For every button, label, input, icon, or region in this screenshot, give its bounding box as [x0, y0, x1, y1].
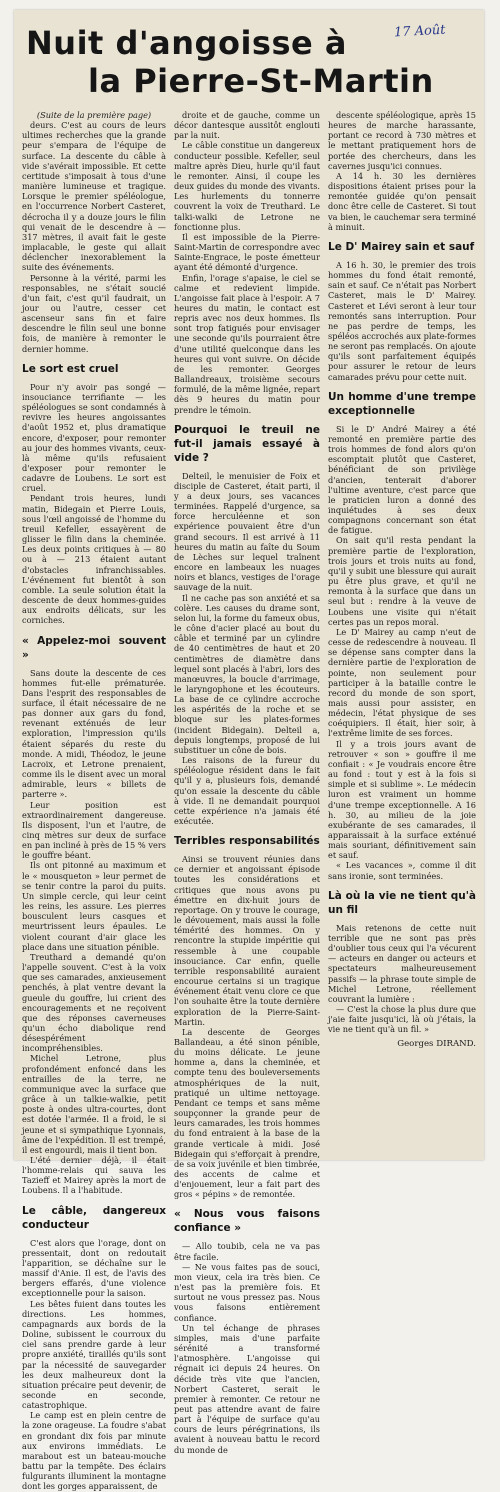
- paragraph: Treuthard a demandé qu'on l'appelle souvent. C'est à la voix que ses camarades, anxieusement penchés, à plat ventre devant la gueule du gouffre, lui crient des encouragements et ne reçoivent que des réponses caverneuses qu'un écho diabolique rend désespérément incompréhensibles.: [22, 951, 166, 1054]
- paragraph: — C'est la chose la plus dure que j'aie faite jusqu'ici, là où j'étais, la vie ne tient qu'à un fil. »: [328, 1004, 476, 1035]
- subheading: Le câble, dangereux conducteur: [22, 1204, 166, 1231]
- paragraph: droite et de gauche, comme un décor dantesque aussitôt englouti par la nuit.: [174, 110, 320, 141]
- subheading: Le D' Mairey sain et sauf: [328, 240, 475, 253]
- paragraph: Le D' Mairey au camp n'eut de cesse de redescendre à nouveau. Il se dépense sans compter dans la dernière partie de l'exploration de pointe, non seulement pour participer à la bataille contre le record du monde de son sport, mais aussi pour assister, en médecin, l'état physique de ses coéquipiers. Il était, hier soir, à l'extrême limite de ses forces.: [328, 626, 476, 739]
- column-1: [22, 110, 166, 1492]
- paragraph: Il y a trois jours avant de retrouver « son » gouffre il me confiait : « Je voudrais encore être au fond : tout y est à la fois si simple et si sublime ». Le médecin luron est vraiment un homme d'une trempe exceptionnelle. A 16 h. 30, au milieu de la joie exubérante de ses camarades, il apparaissait à la surface exténué mais souriant, définitivement sain et sauf.: [328, 738, 476, 861]
- paragraph: Il est impossible de la Pierre-Saint-Martin de correspondre avec Sainte-Engrace, le poste émetteur ayant été démonté d'urgence.: [174, 231, 320, 273]
- newspaper-clipping: [14, 10, 484, 1492]
- paragraph: Enfin, l'orage s'apaise, le ciel se calme et redevient limpide. L'angoisse fait place à l'espoir. A 7 heures du matin, le contact est repris avec nos deux hommes. Ils sont trop fatigués pour envisager une seconde qu'ils pourraient être d'une utilité quelconque dans les heures qui vont suivre. On décide de les remonter. Georges Ballandreaux, troisième secours formulé, de la même lignée, repart dès 9 heures du matin pour prendre le témoin.: [174, 272, 320, 415]
- paragraph: A 16 h. 30, le premier des trois hommes du fond était remonté, sain et sauf. Ce n'était pas Norbert Casteret, mais le D' Mairey. Casteret et Lévi seront à leur tour remontés sans interruption. Pour ne pas perdre de temps, les spéléos accrochés aux plate-formes ne seront pas remplacés. On ajoute qu'ils sont parfaitement équipés pour assurer le retour de leurs camarades prévu pour cette nuit.: [328, 259, 476, 382]
- paragraph: Mais retenons de cette nuit terrible que ne sont pas près d'oublier tous ceux qui l'a vécurent — acteurs en danger ou acteurs et spectateurs malheureusement passifs — la phrase toute simple de Michel Letrone, réellement couvrant la lumière :: [328, 922, 476, 1004]
- headline-line-2: la Pierre-St-Martin: [88, 62, 434, 100]
- continuation-note: (Suite de la première page): [36, 110, 152, 120]
- paragraph: On sait qu'il resta pendant la première partie de l'exploration, trois jours et trois nuits au fond, qu'il y subit une blessure qui aurait pu être plus grave, et qu'il ne remonta à la surface que dans un seul but : rendre à la veuve de Loubens une visite qui n'était certes pas un repos moral.: [328, 535, 476, 627]
- paragraph: Un tel échange de phrases simples, mais d'une parfaite sérénité a transformé l'atmosphère. L'angoisse qui régnait ici depuis 24 heures. On décide très vite que l'ancien, Norbert Casteret, serait le premier à remonter. Ce retour ne peut pas attendre avant de faire part à l'équipe de surface qu'au cours de leurs pérégrinations, ils avaient à nouveau battu le record du monde de: [174, 1322, 320, 1455]
- paragraph: deurs. C'est au cours de leurs ultimes recherches que la grande peur s'empara de l'équipe de surface. La descente du câble à vide s'avérait impossible. Et cette certitude s'imposait à tous d'une manière lumineuse et tragique. Lorsque le premier spéléologue, en l'occurrence Norbert Casteret, décrocha il y a douze jours le filin qui venait de le descendre à — 317 mètres, il avait fait le geste implacable, le geste qui allait déclencher inexorablement la suite des événements.: [22, 120, 166, 273]
- paragraph: Pour n'y avoir pas songé — insouciance terrifiante — les spéléologues se sont condamnés à revivre les heures angoissantes d'août 1952 et, plus dramatique encore, d'exposer, pour remonter au jour des hommes vivants, ceux-là même qu'ils refusaient d'exposer pour remonter le cadavre de Loubens. Le sort est cruel.: [22, 381, 166, 494]
- subheading: « Nous vous faisons confiance »: [174, 1208, 320, 1235]
- subheading: « Appelez-moi souvent »: [22, 634, 166, 661]
- paragraph: Pendant trois heures, lundi matin, Bidegain et Pierre Louis, sous l'œil angoissé de l'homme du treuil Kefeller, essayèrent de glisser le filin dans la cheminée. Les deux points critiques à — 80 ou à — 213 étaient autant d'obstacles infranchissables. L'événement fut bientôt à son comble. La seule solution était la descente de deux hommes-guides aux endroits délicats, sur les corniches.: [22, 493, 166, 626]
- subheading: Pourquoi le treuil ne fut-il jamais essayé à vide ?: [174, 423, 320, 464]
- paragraph: Sans doute la descente de ces hommes fut-elle prématurée. Dans l'esprit des responsables de surface, il était nécessaire de ne pas donner aux gars du fond, revenant exténués de leur exploration, l'impression qu'ils étaient séparés du reste du monde. A midi, Théodoz, le jeune Lacroix, et Letrone prenaient, comme ils le disent avec un moral admirable, leurs « billets de parterre ».: [22, 667, 166, 800]
- handwritten-date: 17 Août: [393, 22, 446, 41]
- paragraph: Leur position est extraordinairement dangereuse. Ils disposent, l'un et l'autre, de cinq mètres sur deux de surface en pan incliné à près de 15 % vers le gouffre béant.: [22, 799, 166, 861]
- column-3: [328, 110, 476, 1049]
- paragraph: Ainsi se trouvent réunies dans ce dernier et angoissant épisode toutes les considérations et critiques que nous avons pu émettre en dix-huit jours de reportage. On y trouve le courage, le dévouement, mais aussi la folle témérité des hommes. On y rencontre la stupide impéritie qui ressemble à une coupable insouciance. Car enfin, quelle terrible responsabilité auraient encourue certains si un tragique événement était venu clore ce que l'on souhaite être la toute dernière exploration de la Pierre-Saint-Martin.: [174, 854, 320, 1027]
- paragraph: Ils ont pitonné au maximum et le « mousqueton » leur permet de se tenir contre la paroi du puits. Un simple cercle, qui leur ceint les reins, les assure. Les pierres bousculent leurs casques et meurtrissent leurs épaules. Le violent courant d'air glace les place dans une situation pénible.: [22, 860, 166, 952]
- paragraph: descente spéléologique, après 15 heures de marche harassante, portant ce record à 730 mètres et le mettant pratiquement hors de portée des chercheurs, dans les cavernes jusqu'ici connues.: [328, 110, 476, 171]
- paragraph: C'est alors que l'orage, dont on pressentait, dont on redoutait l'apparition, se déchaîne sur le massif d'Anie. Il est, de l'avis des bergers effarés, d'une violence exceptionnelle pour la saison.: [22, 1237, 166, 1299]
- paragraph: Le câble constitue un dangereux conducteur possible. Kefeller, seul maître après Dieu, hurle qu'il faut le remonter. Ainsi, il coupe les deux guides du monde des vivants. Les hurlements du tonnerre couvrent la voix de Treuthard. Le talki-walki de Letrone ne fonctionne plus.: [174, 140, 320, 232]
- paragraph: La descente de Georges Ballandeau, a été sinon pénible, du moins délicate. Le jeune homme a, dans la cheminée, et compte tenu des bouleversements atmosphériques de la nuit, pratiqué un ultime nettoyage. Pendant ce temps et sans même soupçonner la grande peur de leurs camarades, les trois hommes du fond entraient à la base de la grande verticale à midi. José Bidegain qui s'efforçait à prendre, de sa voix juvénile et bien timbrée, des accents de calme et d'enjouement, leur a fait part des gros « pépins » de remontée.: [174, 1026, 320, 1200]
- paragraph: Le camp est en plein centre de la zone orageuse. La foudre s'abat en grondant dix fois par minute aux environs immédiats. Le marabout est un bateau-mouche battu par la tempête. Des éclairs fulgurants illuminent la montagne dont les gorges apparaissent, de: [22, 1410, 166, 1492]
- column-2: [174, 110, 320, 1455]
- paragraph: Les raisons de la fureur du spéléologue résident dans le fait qu'il y a, plusieurs fois, demandé qu'on essaie la descente du câble à vide. Il ne demandait pourquoi cette expérience n'a jamais été exécutée.: [174, 755, 320, 826]
- paragraph: — Allo toubib, cela ne va pas être facile.: [174, 1241, 320, 1262]
- subheading: Un homme d'une trempe exceptionnelle: [328, 390, 476, 417]
- author-signature: Georges DIRAND.: [397, 1038, 476, 1049]
- headline-line-1: Nuit d'angoisse à: [26, 24, 347, 62]
- paragraph: « Les vacances », comme il dit sans ironie, sont terminées.: [328, 860, 476, 881]
- paragraph: Si le D' André Mairey a été remonté en première partie des trois hommes de fond alors qu'on escomptait plutôt que Casteret, bénéficiant de son privilège d'ancien, tenterait d'aborer l'ultime aventure, c'est parce que le praticien luron a donné des inquiétudes à ses deux compagnons concernant son état de fatigue.: [328, 423, 476, 536]
- paragraph: A 14 h. 30 les dernières dispositions étaient prises pour la remontée guidée qu'on pensait donc être celle de Casteret. Si tout va bien, le cauchemar sera terminé à minuit.: [328, 170, 476, 232]
- paragraph: Il ne cache pas son anxiété et sa colère. Les causes du drame sont, selon lui, la forme du fameux obus, le cône d'acier placé au bout du câble et terminé par un cylindre de 40 centimètres de haut et 20 centimètres de diamètre dans lequel sont placés à l'abri, lors des manœuvres, la boucle d'arrimage, le laryngophone et les écouteurs. La base de ce cylindre accroche les aspérités de la roche et se bloque sur les plates-formes (incident Bidegain). Delteil a, depuis longtemps, proposé de lui substituer un cône de bois.: [174, 592, 320, 755]
- subheading: Terribles responsabilités: [174, 835, 320, 848]
- paragraph: Personne à la vérité, parmi les responsables, ne s'était soucié d'un fait, c'est qu'il faudrait, un jour ou l'autre, cesser cet ascenseur sans fin et faire descendre le filin seul une bonne fois, de manière à remonter le dernier homme.: [22, 272, 166, 354]
- subheading: Le sort est cruel: [22, 362, 119, 375]
- subheading: Là où la vie ne tient qu'à un fil: [328, 889, 476, 916]
- paragraph: Michel Letrone, plus profondément enfoncé dans les entrailles de la terre, ne communique avec la surface que grâce à un talkie-walkie, petit poste à ondes ultra-courtes, dont est dotée l'armée. Il a froid, le si jeune et si sympathique Lyonnais, âme de l'expédition. Il est trempé, il est engourdi, mais il tient bon.: [22, 1053, 166, 1155]
- paragraph: Delteil, le menuisier de Foix et disciple de Casteret, était parti, il y a deux jours, ses vacances terminées. Rappelé d'urgence, sa force herculéenne et son expérience pouvaient être d'un grand secours. Il est arrivé à 11 heures du matin au faîte du Soum de Lèches sur lequel traînent encore en lambeaux les nuages noirs et blancs, vestiges de l'orage sauvage de la nuit.: [174, 470, 320, 593]
- paragraph: L'été dernier déjà, il était l'homme-relais qui sauva les Tazieff et Mairey après la mort de Loubens. Il a l'habitude.: [22, 1155, 166, 1196]
- paragraph: — Ne vous faites pas de souci, mon vieux, cela ira très bien. Ce n'est pas la première fois. Et surtout ne vous pressez pas. Nous vous faisons entièrement confiance.: [174, 1261, 320, 1323]
- paragraph: Les bêtes fuient dans toutes les directions. Les hommes, campagnards aux bords de la Doline, subissent le courroux du ciel sans prendre garde à leur propre anxiété, tiraillés qu'ils sont par la nécessité de sauvegarder les deux malheureux dont la situation précaire peut devenir, de seconde en seconde, catastrophique.: [22, 1298, 166, 1411]
